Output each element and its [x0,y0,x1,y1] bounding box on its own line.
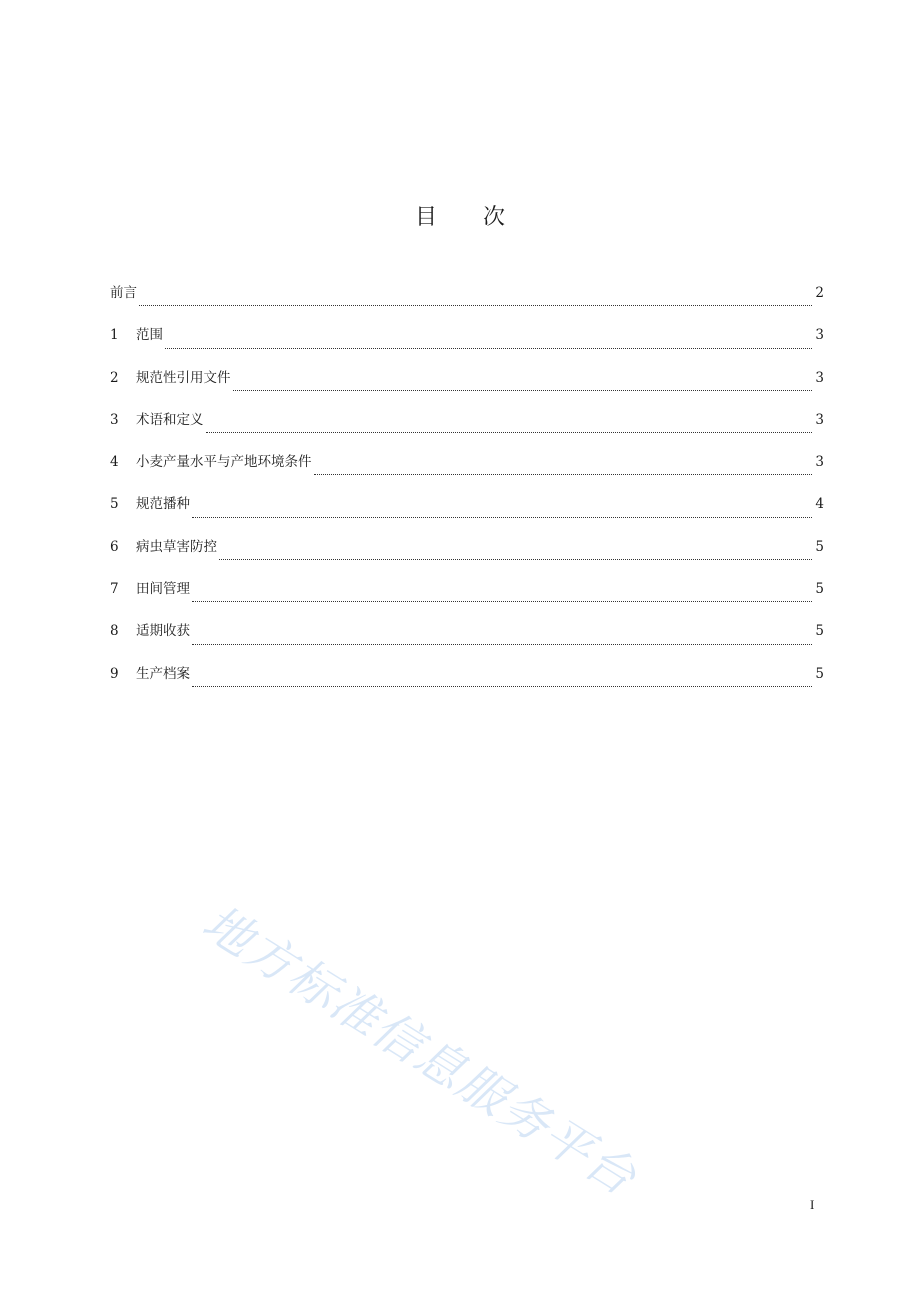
toc-page-number: 2 [815,285,824,301]
toc-page-number: 3 [815,454,824,471]
toc-section-number: 2 [110,369,119,386]
toc-section-number: 3 [110,411,119,428]
toc-leader [192,685,812,687]
toc-section-number: 6 [110,538,119,555]
table-of-contents [110,283,824,706]
toc-section-number: 1 [110,327,119,344]
toc-page-number: 4 [815,496,824,513]
toc-label: 适期收获 [136,623,190,640]
watermark: 地方标准信息服务平台 [192,894,647,1208]
toc-leader [233,389,813,391]
toc-entry[interactable] [110,410,824,452]
toc-entry[interactable] [110,621,824,663]
toc-label: 前言 [110,285,137,301]
toc-label: 规范性引用文件 [136,369,231,386]
toc-entry[interactable] [110,664,824,706]
toc-page-number: 5 [815,665,824,682]
toc-section-number: 8 [110,623,119,640]
toc-section-number: 4 [110,454,119,471]
toc-section-number: 7 [110,581,119,598]
toc-entry[interactable] [110,537,824,579]
toc-leader [192,643,812,645]
toc-page-number: 5 [815,623,824,640]
toc-page-number: 5 [815,538,824,555]
page-title: 目次 [414,205,551,230]
toc-page-number: 3 [815,369,824,386]
toc-leader [314,473,813,475]
toc-entry-foreword[interactable] [110,283,824,325]
toc-label: 生产档案 [136,665,190,682]
toc-leader [206,431,813,433]
toc-label: 范围 [136,327,163,344]
toc-leader [219,558,812,560]
toc-label: 术语和定义 [136,411,204,428]
toc-entry[interactable] [110,579,824,621]
toc-page-number: 3 [815,411,824,428]
toc-label: 小麦产量水平与产地环境条件 [136,454,312,471]
toc-label: 规范播种 [136,496,190,513]
toc-leader [192,600,812,602]
toc-page-number: 3 [815,327,824,344]
toc-leader [192,516,812,518]
toc-leader [165,347,812,349]
toc-leader [139,304,812,306]
toc-entry[interactable] [110,494,824,536]
toc-label: 病虫草害防控 [136,538,217,555]
toc-section-number: 9 [110,665,119,682]
toc-section-number: 5 [110,496,119,513]
toc-entry[interactable] [110,325,824,367]
page-number: I [810,1197,815,1212]
toc-entry[interactable] [110,368,824,410]
toc-page-number: 5 [815,581,824,598]
toc-label: 田间管理 [136,581,190,598]
toc-entry[interactable] [110,452,824,494]
